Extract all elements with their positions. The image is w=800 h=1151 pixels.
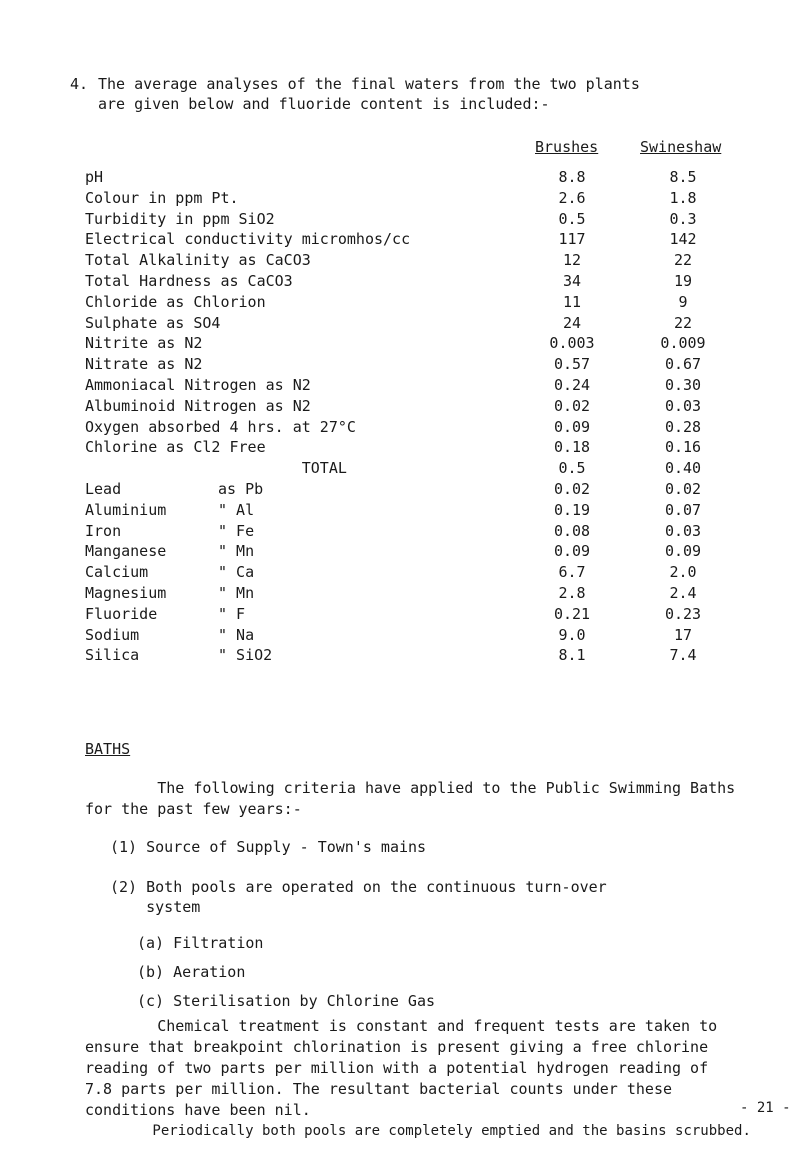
brushes-value: 11 [562, 292, 582, 311]
brushes-value: 0.24 [553, 376, 591, 394]
periodic-line-1: Periodically both pools are completely emptied and the basins scrubbed. [85, 1123, 751, 1139]
treatment-line-4: 7.8 parts per million. The resultant bacterial counts under these [85, 1080, 672, 1098]
swineshaw-value: 0.40 [664, 459, 702, 478]
row-unit: " Mn [218, 542, 255, 561]
row-label: Albuminoid Nitrogen as N2 [85, 396, 311, 415]
brushes-value: 0.09 [553, 417, 591, 436]
row-label: Sodium [85, 625, 140, 644]
row-unit: " Mn [218, 584, 255, 602]
brushes-value: 24 [562, 313, 582, 332]
table-row [0, 563, 800, 583]
swineshaw-value: 142 [669, 230, 697, 249]
row-label: Manganese [85, 542, 167, 561]
brushes-value: 0.18 [553, 438, 591, 457]
table-row [0, 314, 800, 334]
row-label: Total Hardness as CaCO3 [85, 272, 293, 290]
table-row [0, 584, 800, 604]
brushes-value: 0.19 [553, 500, 591, 519]
swineshaw-value: 0.28 [664, 417, 702, 436]
intro-line-1: The average analyses of the final waters from the two plants [98, 75, 640, 93]
swineshaw-value: 2.0 [669, 563, 697, 582]
swineshaw-value: 0.03 [664, 396, 702, 415]
swineshaw-value: 0.23 [664, 604, 702, 623]
row-label: Total Alkalinity as CaCO3 [85, 251, 311, 270]
swineshaw-value: 0.3 [669, 209, 697, 228]
column-header-brushes: Brushes [535, 138, 599, 156]
row-label: Lead [85, 480, 122, 498]
table-row [0, 542, 800, 562]
row-label: Iron [85, 521, 122, 540]
criteria-item-2: (2) Both pools are operated on the continuous turn-over [110, 878, 607, 896]
treatment-line-3: reading of two parts per million with a potential hydrogen reading of [85, 1059, 709, 1077]
table-row [0, 522, 800, 542]
brushes-value: 117 [558, 230, 586, 249]
swineshaw-value: 0.03 [664, 521, 702, 540]
brushes-value: 2.8 [558, 584, 586, 602]
baths-heading: BATHS [85, 740, 131, 758]
baths-intro-line-1: The following criteria have applied to the Public Swimming Baths [85, 779, 736, 797]
swineshaw-value: 0.09 [664, 542, 702, 561]
swineshaw-value: 19 [673, 272, 693, 290]
table-row [0, 272, 800, 292]
swineshaw-value: 0.16 [664, 438, 702, 457]
page-number: - 21 - [740, 1100, 791, 1116]
swineshaw-value: 7.4 [669, 646, 697, 665]
table-row [0, 438, 800, 458]
brushes-value: 0.21 [553, 604, 591, 623]
table-row [0, 626, 800, 646]
criteria-sub-a: (a) Filtration [137, 934, 264, 952]
brushes-value: 6.7 [558, 563, 586, 582]
intro-line-2: are given below and fluoride content is included:- [98, 95, 550, 113]
table-row [0, 334, 800, 354]
row-label: TOTAL [85, 459, 347, 478]
criteria-sub-b: (b) Aeration [137, 963, 246, 981]
table-row [0, 189, 800, 209]
row-label: Calcium [85, 563, 149, 582]
table-row [0, 293, 800, 313]
table-row [0, 168, 800, 188]
table-row [0, 501, 800, 521]
brushes-value: 8.8 [558, 168, 586, 186]
brushes-value: 0.003 [549, 334, 595, 353]
row-label: Nitrate as N2 [85, 355, 203, 374]
brushes-value: 0.02 [553, 396, 591, 415]
table-row [0, 459, 800, 479]
row-unit: " Fe [218, 521, 255, 540]
row-label: Colour in ppm Pt. [85, 188, 239, 207]
row-unit: " SiO2 [218, 646, 273, 665]
row-unit: " Al [218, 500, 255, 519]
table-row [0, 251, 800, 271]
brushes-value: 0.57 [553, 355, 591, 374]
swineshaw-value: 0.30 [664, 376, 702, 394]
row-unit: " Ca [218, 563, 255, 582]
brushes-value: 0.02 [553, 480, 591, 498]
row-label: Aluminium [85, 500, 167, 519]
brushes-value: 8.1 [558, 646, 586, 665]
row-unit: " F [218, 604, 246, 623]
table-row [0, 355, 800, 375]
table-row [0, 397, 800, 417]
table-row [0, 605, 800, 625]
table-row [0, 210, 800, 230]
row-unit: as Pb [218, 480, 264, 498]
row-label: Sulphate as SO4 [85, 313, 221, 332]
criteria-sub-c: (c) Sterilisation by Chlorine Gas [137, 992, 436, 1010]
brushes-value: 0.5 [558, 459, 586, 478]
brushes-value: 0.09 [553, 542, 591, 561]
row-label: Turbidity in ppm SiO2 [85, 209, 275, 228]
brushes-value: 0.08 [553, 521, 591, 540]
row-unit: " Na [218, 625, 255, 644]
row-label: Nitrite as N2 [85, 334, 203, 353]
row-label: Magnesium [85, 584, 167, 602]
swineshaw-value: 17 [673, 625, 693, 644]
swineshaw-value: 0.009 [660, 334, 706, 353]
baths-intro-line-2: for the past few years:- [85, 800, 302, 818]
brushes-value: 9.0 [558, 625, 586, 644]
row-label: Chloride as Chlorion [85, 292, 266, 311]
brushes-value: 2.6 [558, 188, 586, 207]
table-row [0, 480, 800, 500]
row-label: Fluoride [85, 604, 158, 623]
row-label: Silica [85, 646, 140, 665]
swineshaw-value: 22 [673, 251, 693, 270]
table-row [0, 230, 800, 250]
swineshaw-value: 0.07 [664, 500, 702, 519]
table-row [0, 646, 800, 666]
row-label: Oxygen absorbed 4 hrs. at 27°C [85, 417, 356, 436]
table-row [0, 376, 800, 396]
brushes-value: 12 [562, 251, 582, 270]
row-label: Chlorine as Cl2 Free [85, 438, 266, 457]
swineshaw-value: 9 [678, 292, 688, 311]
column-header-swineshaw: Swineshaw [640, 138, 722, 156]
swineshaw-value: 2.4 [669, 584, 697, 602]
treatment-line-1: Chemical treatment is constant and frequent tests are taken to [85, 1017, 718, 1035]
swineshaw-value: 0.67 [664, 355, 702, 374]
treatment-line-2: ensure that breakpoint chlorination is present giving a free chlorine [85, 1038, 709, 1056]
table-row [0, 418, 800, 438]
row-label: pH [85, 168, 104, 186]
criteria-item-1: (1) Source of Supply - Town's mains [110, 838, 427, 856]
section-number: 4. [70, 75, 89, 93]
swineshaw-value: 8.5 [669, 168, 697, 186]
swineshaw-value: 0.02 [664, 480, 702, 498]
criteria-item-2-cont: system [110, 898, 201, 916]
treatment-line-5: conditions have been nil. [85, 1101, 311, 1119]
brushes-value: 34 [562, 272, 582, 290]
swineshaw-value: 22 [673, 313, 693, 332]
brushes-value: 0.5 [558, 209, 586, 228]
row-label: Electrical conductivity micromhos/cc [85, 230, 411, 249]
swineshaw-value: 1.8 [669, 188, 697, 207]
row-label: Ammoniacal Nitrogen as N2 [85, 376, 311, 394]
